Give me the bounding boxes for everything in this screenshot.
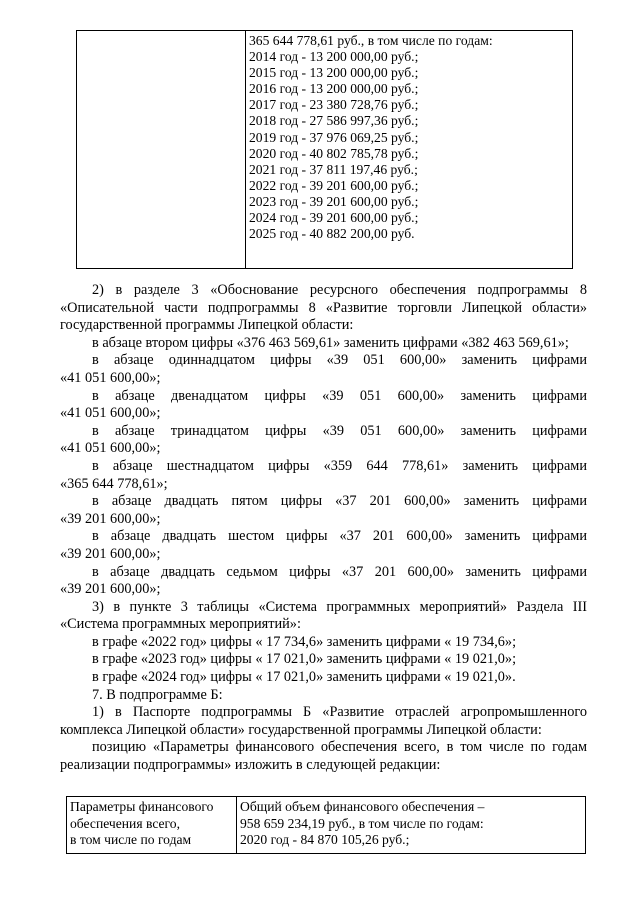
paragraph-abzac-11: в абзаце одиннадцатом цифры «39 051 600,00» заменить цифрами [92, 352, 587, 369]
paragraph-abzac-13: в абзаце тринадцатом цифры «39 051 600,00» заменить цифрами [92, 422, 587, 439]
table-line: 2018 год - 27 586 997,36 руб.; [249, 113, 419, 129]
table-cell-amounts [246, 31, 573, 269]
table-line: Параметры финансового [70, 799, 214, 814]
table-row [67, 797, 586, 854]
paragraph-abzac-26-cont: «39 201 600,00»; [60, 545, 161, 562]
paragraph-abzac-25-cont: «39 201 600,00»; [60, 510, 161, 527]
paragraph-abzac-27-cont: «39 201 600,00»; [60, 581, 161, 598]
paragraph-abzac-27: в абзаце двадцать седьмом цифры «37 201 600,00» заменить цифрами [92, 563, 587, 580]
table-cell-parameters [67, 797, 237, 854]
paragraph-abzac-16-cont: «365 644 778,61»; [60, 475, 168, 492]
table-line: 365 644 778,61 руб., в том числе по годам: [249, 33, 493, 48]
table-line: 958 659 234,19 руб., в том числе по годам: [240, 815, 484, 831]
paragraph-abzac-11-cont: «41 051 600,00»; [60, 369, 161, 386]
table-line: 2022 год - 39 201 600,00 руб.; [249, 177, 419, 193]
table-line: 2025 год - 40 882 200,00 руб. [249, 226, 415, 242]
table-line: 2020 год - 40 802 785,78 руб.; [249, 145, 419, 161]
paragraph-abzac-26: в абзаце двадцать шестом цифры «37 201 600,00» заменить цифрами [92, 528, 587, 545]
table-line: обеспечения всего, [70, 815, 180, 831]
paragraph-abzac-16: в абзаце шестнадцатом цифры «359 644 778,61» заменить цифрами [92, 457, 587, 474]
paragraph-position: позицию «Параметры финансового обеспечения всего, в том числе по годам реализации подпрограммы» изложить в следующей редакции: [60, 739, 587, 774]
paragraph-abzac-13-cont: «41 051 600,00»; [60, 440, 161, 457]
table-cell-empty [77, 31, 246, 269]
table-line: в том числе по годам [70, 832, 192, 848]
paragraph-abzac-2: в абзаце втором цифры «376 463 569,61» заменить цифрами «382 463 569,61»; [92, 334, 569, 351]
table-row [77, 31, 573, 269]
paragraph-grafa-2023: в графе «2023 год» цифры « 17 021,0» заменить цифрами « 19 021,0»; [92, 651, 517, 668]
document-body [60, 282, 587, 775]
paragraph-abzac-12-cont: «41 051 600,00»; [60, 405, 161, 422]
paragraph-item-1: 1) в Паспорте подпрограммы Б «Развитие отраслей агропромышленного комплекса Липецкой области» государственной программы Липецкой области: [60, 704, 587, 738]
paragraph-grafa-2024: в графе «2024 год» цифры « 17 021,0» заменить цифрами « 19 021,0». [92, 669, 516, 686]
table-line: 2016 год - 13 200 000,00 руб.; [249, 81, 419, 97]
table-line: Общий объем финансового обеспечения – [240, 799, 485, 814]
table-line: 2021 год - 37 811 197,46 руб.; [249, 161, 418, 177]
table-line: 2024 год - 39 201 600,00 руб.; [249, 210, 419, 226]
paragraph-grafa-2022: в графе «2022 год» цифры « 17 734,6» заменить цифрами « 19 734,6»; [92, 633, 517, 650]
table-line: 2014 год - 13 200 000,00 руб.; [249, 49, 419, 65]
table-cell-amounts [237, 797, 586, 854]
paragraph-item-3: 3) в пункте 3 таблицы «Система программных мероприятий» Раздела III «Система программных мероприятий»: [60, 598, 587, 633]
financing-table-bottom [66, 796, 586, 854]
paragraph-abzac-12: в абзаце двенадцатом цифры «39 051 600,00» заменить цифрами [92, 387, 587, 404]
financing-table-top [76, 30, 573, 269]
paragraph-abzac-25: в абзаце двадцать пятом цифры «37 201 600,00» заменить цифрами [92, 493, 587, 510]
table-line: 2020 год - 84 870 105,26 руб.; [240, 832, 410, 848]
table-line: 2017 год - 23 380 728,76 руб.; [249, 97, 419, 113]
paragraph-item-2: 2) в разделе 3 «Обоснование ресурсного обеспечения подпрограммы 8 «Описательной части подпрограммы 8 «Развитие торговли Липецкой области» государственной программы Липецкой области: [60, 282, 587, 334]
table-line: 2019 год - 37 976 069,25 руб.; [249, 129, 419, 145]
table-line: 2023 год - 39 201 600,00 руб.; [249, 193, 419, 209]
paragraph-item-7: 7. В подпрограмме Б: [92, 686, 223, 703]
table-line: 2015 год - 13 200 000,00 руб.; [249, 65, 419, 81]
